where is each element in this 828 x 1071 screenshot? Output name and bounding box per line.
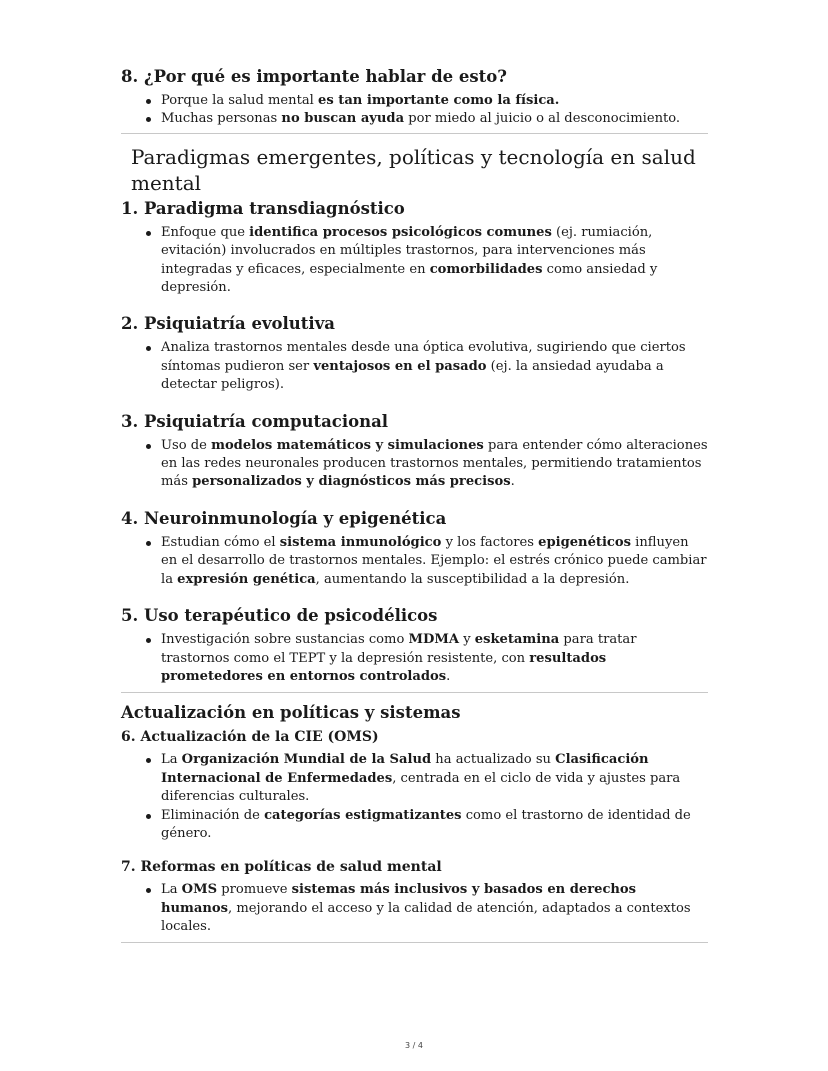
p7-heading: 7. Reformas en políticas de salud mental <box>121 859 442 876</box>
p4-list <box>121 534 708 589</box>
list-item: Analiza trastornos mentales desde una óptica evolutiva, sugiriendo que ciertos síntomas pudieron ser ventajosos en el pasado (ej. la ansiedad ayudaba a detectar peligros). <box>161 339 708 394</box>
divider <box>121 133 708 134</box>
list-item: Estudian cómo el sistema inmunológico y los factores epigenéticos influyen en el desarrollo de trastornos mentales. Ejemplo: el estrés crónico puede cambiar la expresión genética, aumentando la susceptibilidad a la depresión. <box>161 534 708 589</box>
section-8-heading: 8. ¿Por qué es importante hablar de esto? <box>121 67 507 86</box>
p3-list <box>121 437 708 492</box>
p5-heading: 5. Uso terapéutico de psicodélicos <box>121 606 438 626</box>
p1-heading: 1. Paradigma transdiagnóstico <box>121 198 405 218</box>
list-item: Uso de modelos matemáticos y simulaciones para entender cómo alteraciones en las redes neuronales producen trastornos mentales, permitiendo tratamientos más personalizados y diagnósticos más precisos. <box>161 437 708 492</box>
list-item: Enfoque que identifica procesos psicológicos comunes (ej. rumiación, evitación) involucrados en múltiples trastornos, para intervenciones más integradas y eficaces, especialmente en comorbilidades como ansiedad y depresión. <box>161 224 708 298</box>
page-number: 3 / 4 <box>405 1041 423 1050</box>
list-item: La Organización Mundial de la Salud ha actualizado su Clasificación Internacional de Enfermedades, centrada en el ciclo de vida y ajustes para diferencias culturales. <box>161 751 708 806</box>
p4-heading: 4. Neuroinmunología y epigenética <box>121 508 447 528</box>
list-item: Investigación sobre sustancias como MDMA y esketamina para tratar trastornos como el TEPT y la depresión resistente, con resultados prometedores en entornos controlados. <box>161 631 708 686</box>
list-item: La OMS promueve sistemas más inclusivos y basados en derechos humanos, mejorando el acceso y la calidad de atención, adaptados a contextos locales. <box>161 881 708 936</box>
list-item: Muchas personas no buscan ayuda por miedo al juicio o al desconocimiento. <box>161 110 708 128</box>
p3-heading: 3. Psiquiatría computacional <box>121 411 389 431</box>
p7-list <box>121 881 708 936</box>
p2-heading: 2. Psiquiatría evolutiva <box>121 314 335 334</box>
p6-heading: 6. Actualización de la CIE (OMS) <box>121 729 379 746</box>
section-8-list <box>121 92 708 129</box>
paradigmas-heading: Paradigmas emergentes, políticas y tecnología en salud mental <box>131 144 696 195</box>
p2-list <box>121 339 708 394</box>
p6-list <box>121 751 708 843</box>
p5-list <box>121 631 708 686</box>
list-item: Porque la salud mental es tan importante como la física. <box>161 92 708 110</box>
divider <box>121 692 708 693</box>
divider <box>121 942 708 943</box>
document-page <box>121 66 708 943</box>
list-item: Eliminación de categorías estigmatizantes como el trastorno de identidad de género. <box>161 807 708 844</box>
p1-list <box>121 224 708 298</box>
politicas-heading: Actualización en políticas y sistemas <box>121 703 461 723</box>
